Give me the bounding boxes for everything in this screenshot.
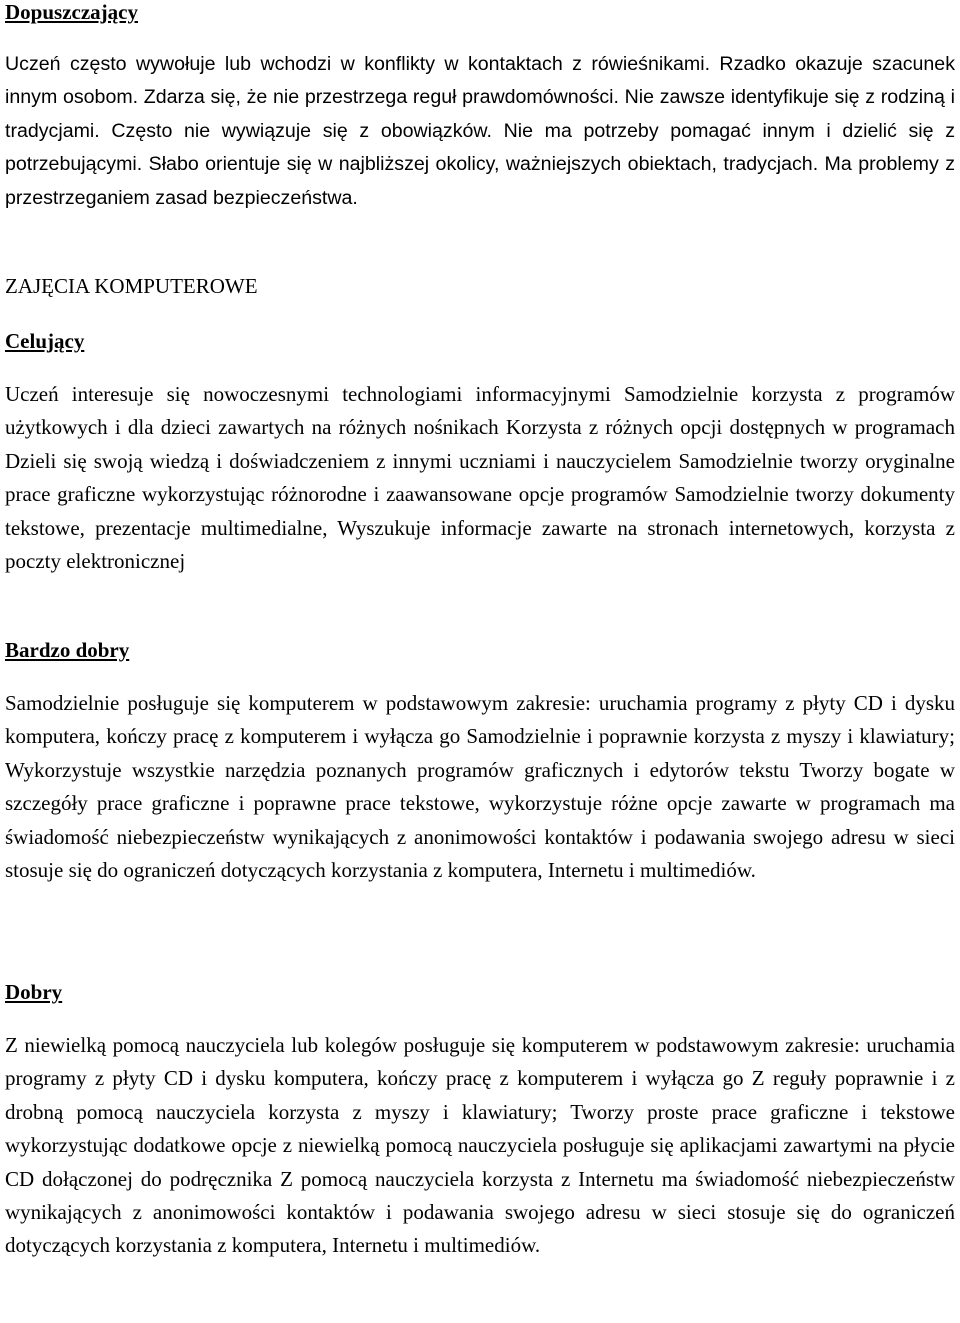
heading-dobry: Dobry: [5, 980, 63, 1004]
heading-celujacy: Celujący: [5, 329, 85, 353]
paragraph-dopuszczajacy: Uczeń często wywołuje lub wchodzi w konflikty w kontaktach z rówieśnikami. Rzadko okazuje szacunek innym osobom. Zdarza się, że nie przestrzega reguł prawdomówności. Nie zawsze identyfikuje się z rodziną i tradycjami. Często nie wywiązuje się z obowiązków. Nie ma potrzeby pomagać innym i dzielić się z potrzebującymi. Słabo orientuje się w najbliższej okolicy, ważniejszych obiektach, tradycjach. Ma problemy z przestrzeganiem zasad bezpieczeństwa.: [5, 53, 955, 209]
paragraph-dobry: Z niewielką pomocą nauczyciela lub kolegów posługuje się komputerem w podstawowym zakresie: uruchamia programy z płyty CD i dysku komputera, kończy pracę z komputerem i wyłącza go Z reguły poprawnie i z drobną pomocą nauczyciela korzysta z myszy i klawiatury; Tworzy proste prace graficzne i tekstowe wykorzystując dodatkowe opcje z niewielką pomocą nauczyciela posługuje się aplikacjami zawartymi na płycie CD dołączonej do podręcznika Z pomocą nauczyciela korzysta z Internetu ma świadomość niebezpieczeństw wynikających z anonimowości kontaktów i podawania swojego adresu w sieci stosuje się do ograniczeń dotyczących korzystania z komputera, Internetu i multimediów.: [5, 1033, 955, 1258]
heading-bardzo-dobry: Bardzo dobry: [5, 638, 130, 662]
heading-dopuszczajacy: Dopuszczający: [5, 0, 138, 24]
subject-title: ZAJĘCIA KOMPUTEROWE: [5, 274, 258, 298]
paragraph-bardzo-dobry: Samodzielnie posługuje się komputerem w podstawowym zakresie: uruchamia programy z płyty CD i dysku komputera, kończy pracę z komputerem i wyłącza go Samodzielnie i poprawnie korzysta z myszy i klawiatury; Wykorzystuje wszystkie narzędzia poznanych programów graficznych i edytorów tekstu Tworzy bogate w szczegóły prace graficzne i poprawne prace tekstowe, wykorzystuje różne opcje zawarte w programach ma świadomość niebezpieczeństw wynikających z anonimowości kontaktów i podawania swojego adresu w sieci stosuje się do ograniczeń dotyczących korzystania z komputera, Internetu i multimediów.: [5, 691, 955, 883]
paragraph-celujacy: Uczeń interesuje się nowoczesnymi technologiami informacyjnymi Samodzielnie korzysta z programów użytkowych i dla dzieci zawartych na różnych nośnikach Korzysta z różnych opcji dostępnych w programach Dzieli się swoją wiedzą i doświadczeniem z innymi uczniami i nauczycielem Samodzielnie tworzy oryginalne prace graficzne wykorzystując różnorodne i zaawansowane opcje programów Samodzielnie tworzy dokumenty tekstowe, prezentacje multimedialne, Wyszukuje informacje zawarte na stronach internetowych, korzysta z poczty elektronicznej: [5, 382, 955, 574]
